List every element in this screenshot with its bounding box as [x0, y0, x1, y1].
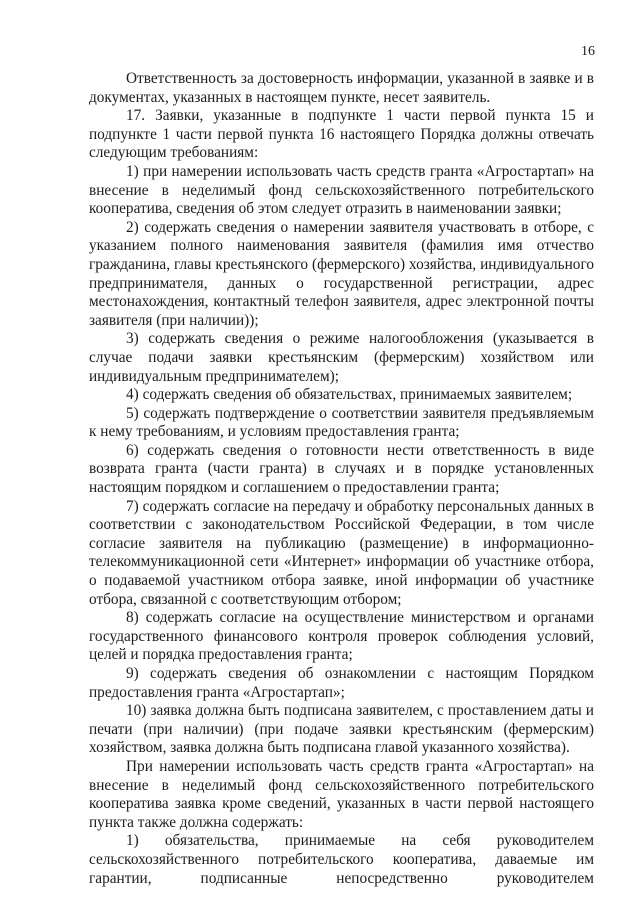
- paragraph: 4) содержать сведения об обязательствах, принимаемых заявителем;: [126, 386, 573, 404]
- paragraph: 6) содержать сведения о готовности нести ответственность в виде возврата гранта (части гранта) в случаях и в порядке установленных настоящим порядком и соглашением о предоставлении гранта;: [89, 441, 594, 497]
- paragraph: 2) содержать сведения о намерении заявителя участвовать в отборе, с указанием полного наименования заявителя (фамилия имя отчество гражданина, главы крестьянского (фермерского) хозяйства, индивидуального предпринимателя, данных о государственной регистрации, адрес местонахождения, контактный телефон заявителя, адрес электронной почты заявителя (при наличии));: [89, 218, 594, 329]
- page-number: 16: [581, 44, 595, 59]
- paragraph: 10) заявка должна быть подписана заявителем, с проставлением даты и печати (при наличии) (при подаче заявки крестьянским (фермерским) хозяйством, заявка должна быть подписана главой указанного хозяйства).: [89, 702, 594, 757]
- paragraph: 7) содержать согласие на передачу и обработку персональных данных в соответствии с законодательством Российской Федерации, в том числе согласие заявителя на публикацию (размещение) в информационно-телекоммуникационной сети «Интернет» информации об участнике отбора, о подаваемой участником отбора заявке, иной информации об участнике отбора, связанной с соответствующим отбором;: [89, 497, 594, 608]
- paragraph: 1) при намерении использовать часть средств гранта «Агростартап» на внесение в неделимый фонд сельскохозяйственного потребительского кооператива, сведения об этом следует отразить в наименовании заявки;: [89, 162, 594, 218]
- paragraph: При намерении использовать часть средств гранта «Агростартап» на внесение в неделимый фонд сельскохозяйственного потребительского кооператива заявка кроме сведений, указанных в части первой настоящего пункта также должна содержать:: [89, 757, 594, 831]
- paragraph: 8) содержать согласие на осуществление министерством и органами государственного финансового контроля проверок соблюдения условий, целей и порядка предоставления гранта;: [89, 609, 594, 664]
- document-body: [89, 70, 594, 888]
- paragraph: 9) содержать сведения об ознакомлении с настоящим Порядком предоставления гранта «Агростартап»;: [89, 665, 594, 701]
- paragraph: Ответственность за достоверность информации, указанной в заявке и в документах, указанных в настоящем пункте, несет заявитель.: [89, 70, 594, 106]
- paragraph: 17. Заявки, указанные в подпункте 1 части первой пункта 15 и подпункте 1 части первой пункта 16 настоящего Порядка должны отвечать следующим требованиям:: [89, 107, 594, 162]
- paragraph: 5) содержать подтверждение о соответствии заявителя предъявляемым к нему требованиям, и условиям предоставления гранта;: [89, 404, 594, 441]
- paragraph: 1) обязательства, принимаемые на себя руководителем сельскохозяйственного потребительского кооператива, даваемые им гарантии, подписанные непосредственно руководителем: [89, 832, 594, 887]
- paragraph: 3) содержать сведения о режиме налогообложения (указывается в случае подачи заявки крестьянским (фермерским) хозяйством или индивидуальным предпринимателем);: [89, 330, 594, 385]
